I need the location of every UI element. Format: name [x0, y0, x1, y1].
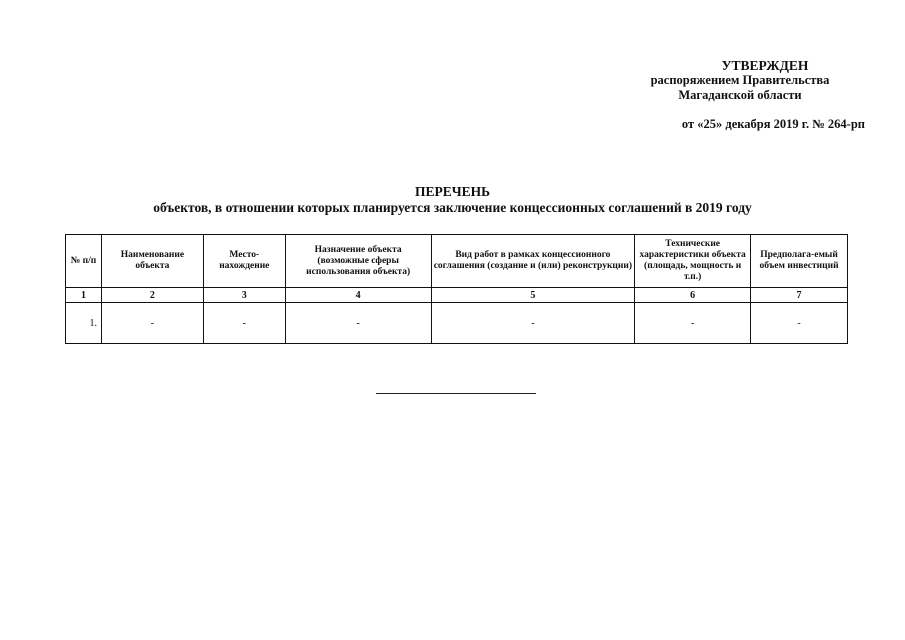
header-work-type: Вид работ в рамках концессионного соглашения (создание и (или) реконструкции) — [431, 235, 635, 288]
col-number-3: 3 — [203, 288, 285, 303]
cell-investment: - — [751, 303, 848, 344]
cell-number: 1. — [66, 303, 102, 344]
approval-line-1: распоряжением Правительства — [650, 73, 830, 87]
col-number-1: 1 — [66, 288, 102, 303]
cell-location: - — [203, 303, 285, 344]
cell-work-type: - — [431, 303, 635, 344]
table-number-row — [66, 288, 848, 303]
header-investment: Предполага-емый объем инвестиций — [751, 235, 848, 288]
col-number-5: 5 — [431, 288, 635, 303]
header-purpose: Назначение объекта (возможные сферы использования объекта) — [285, 235, 431, 288]
approval-title: УТВЕРЖДЕН — [721, 58, 809, 73]
header-name: Наименование объекта — [101, 235, 203, 288]
col-number-2: 2 — [101, 288, 203, 303]
cell-purpose: - — [285, 303, 431, 344]
cell-specs: - — [635, 303, 751, 344]
document-title: ПЕРЕЧЕНЬ — [414, 184, 491, 199]
objects-table — [65, 234, 848, 344]
document-heading — [0, 184, 905, 216]
approval-stamp — [615, 58, 865, 132]
table-row — [66, 303, 848, 344]
table-header-row — [66, 235, 848, 288]
approval-order: от «25» декабря 2019 г. № 264-рп — [681, 117, 865, 131]
col-number-6: 6 — [635, 288, 751, 303]
col-number-4: 4 — [285, 288, 431, 303]
header-number: № п/п — [66, 235, 102, 288]
header-location: Место-нахождение — [203, 235, 285, 288]
document-subtitle: объектов, в отношении которых планируется заключение концессионных соглашений в 2019 году — [153, 200, 752, 215]
approval-line-2: Магаданской области — [678, 88, 802, 102]
header-specs: Технические характеристики объекта (площадь, мощность и т.п.) — [635, 235, 751, 288]
cell-name: - — [101, 303, 203, 344]
col-number-7: 7 — [751, 288, 848, 303]
closing-divider — [376, 393, 536, 394]
